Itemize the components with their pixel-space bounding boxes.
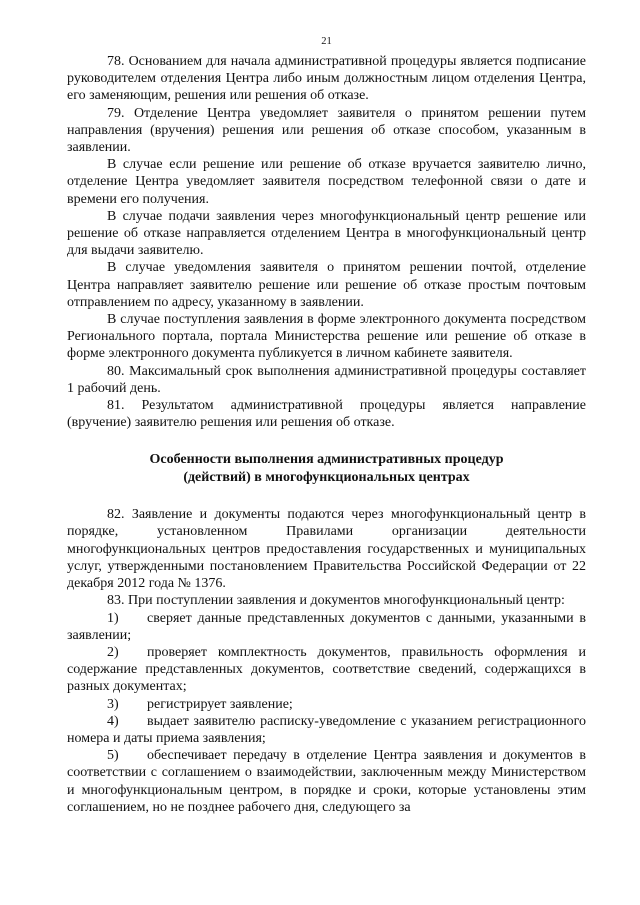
list-item-5 [67,747,586,816]
list-item-text: обеспечивает передачу в отделение Центра заявления и документов в соответствии с соглашением о взаимодействии, заключенным между Министерством и многофункциональным центром, в порядке и сроки, которые установлены этим соглашением, но не позднее рабочего дня, следующего за [67,748,586,815]
paragraph-79-mail-delivery: В случае уведомления заявителя о принятом решении почтой, отделение Центра направляет заявителю решение или решение об отказе простым почтовым отправлением по адресу, указанному в заявлении. [67,260,586,310]
paragraph-79-mfc-delivery: В случае подачи заявления через многофункциональный центр решение или решение об отказе направляется отделением Центра в многофункциональный центр для выдачи заявителю. [67,208,586,259]
list-item-number: 2) [107,644,119,660]
paragraph-81: 81. Результатом административной процедуры является направление (вручение) заявителю решения или решения об отказе. [67,398,586,431]
list-item-number: 4) [107,713,119,729]
page-number: 21 [321,36,332,47]
paragraph-80: 80. Максимальный срок выполнения административной процедуры составляет 1 рабочий день. [67,363,586,396]
paragraph-79-electronic-delivery: В случае поступления заявления в форме электронного документа посредством Регионального портала, портала Министерства решение или решение об отказе в форме электронного документа публикуется в личном кабинете заявителя. [67,312,586,362]
list-item-text: проверяет комплектность документов, правильность оформления и содержание представленных документов, соответствие сведений, содержащихся в разных документах; [67,644,586,695]
list-item-text: регистрирует заявление; [147,696,293,712]
list-item-3 [67,696,586,713]
section-heading-line-2: (действий) в многофункциональных центрах [183,469,470,485]
list-item-1 [67,610,586,644]
list-item-4 [67,713,586,747]
paragraph-79: 79. Отделение Центра уведомляет заявителя о принятом решении путем направления (вручения) решения или решения об отказе способом, указанным в заявлении. [67,105,586,156]
paragraph-83: 83. При поступлении заявления и документов многофункциональный центр: [107,593,565,609]
section-heading [67,451,586,486]
list-item-number: 1) [107,610,119,626]
paragraph-79-personal-delivery: В случае если решение или решение об отказе вручается заявителю лично, отделение Центра уведомляет заявителя посредством телефонной связи о дате и времени его получения. [67,157,586,207]
list-item-2 [67,644,586,696]
section-heading-line-1: Особенности выполнения административных процедур [149,452,504,468]
list-item-text: сверяет данные представленных документов с данными, указанными в заявлении; [67,610,586,643]
list-item-number: 5) [107,748,119,764]
list-item-number: 3) [107,696,119,712]
list-item-text: выдает заявителю расписку-уведомление с указанием регистрационного номера и даты приема заявления; [67,713,586,746]
paragraph-78: 78. Основанием для начала административной процедуры является подписание руководителем отделения Центра либо иным должностным лицом отделения Центра, его заменяющим, решения или решения об отказе. [67,54,586,104]
paragraph-82: 82. Заявление и документы подаются через многофункциональный центр в порядке, установленном Правилами организации деятельности многофункциональных центров предоставления государственных и муниципальных услуг, утвержденными постановлением Правительства Российской Федерации от 22 декабря 2012 года № 1376. [67,507,586,592]
